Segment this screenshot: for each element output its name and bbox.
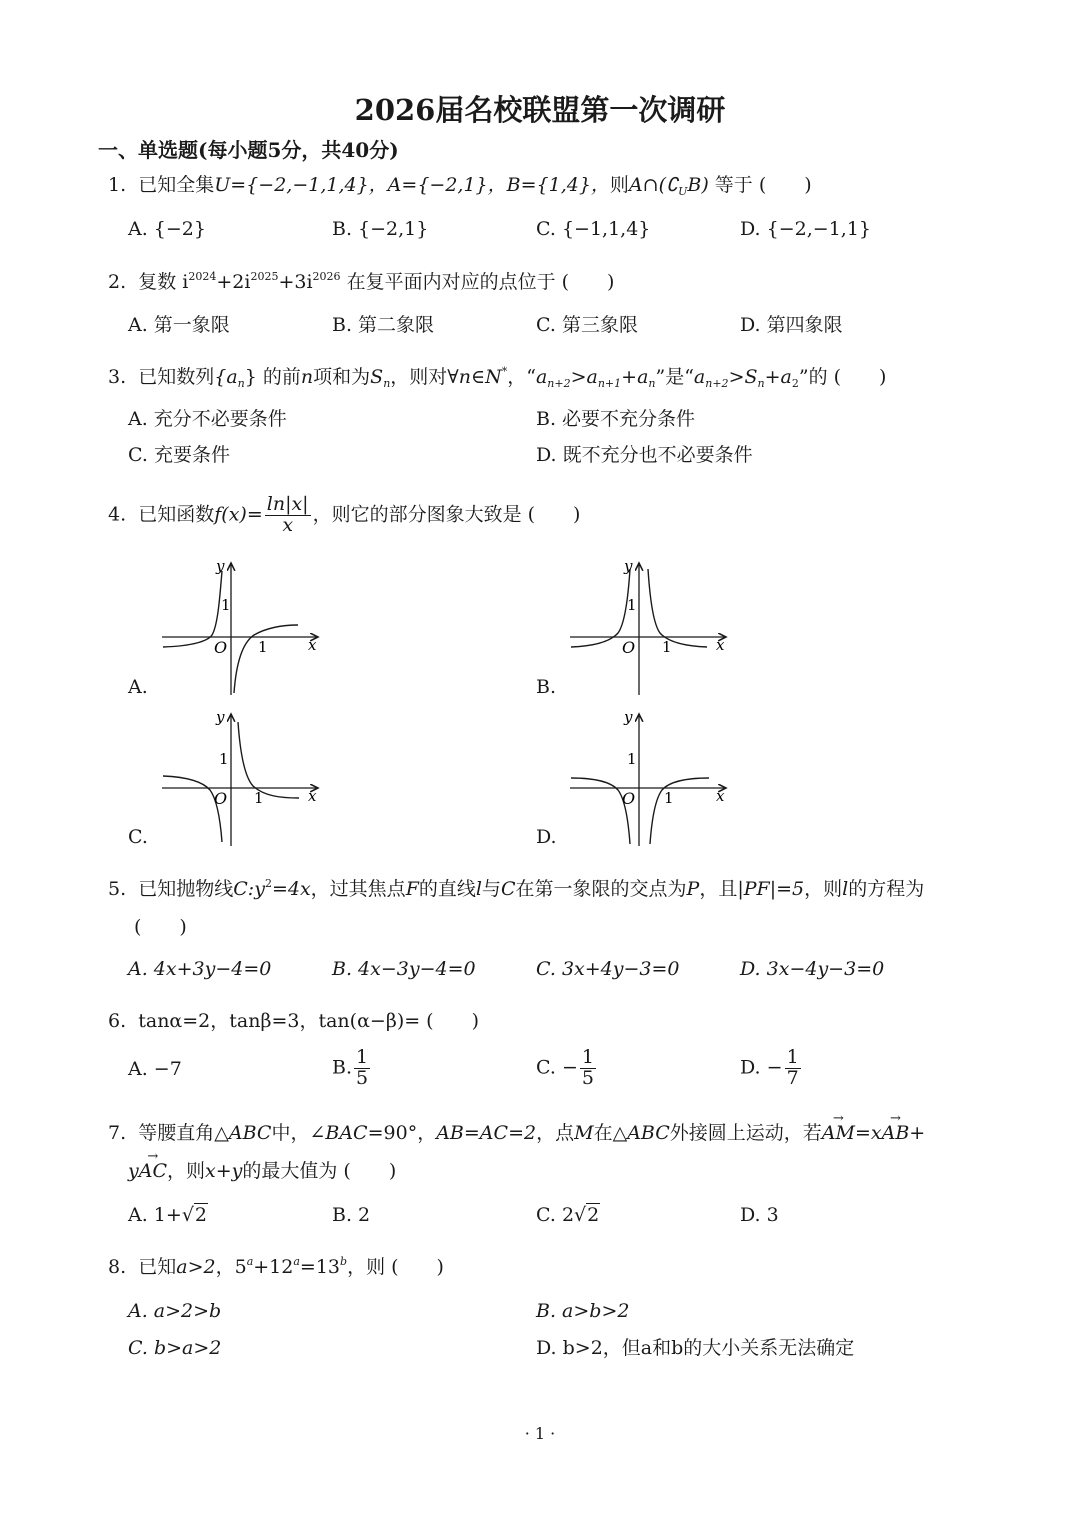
curve-left-branch [571, 569, 630, 647]
question-7-option-b[interactable]: B. 2 [332, 1204, 371, 1226]
y-axis-label: y [624, 557, 633, 575]
question-7-option-c[interactable]: C. 2√2 [536, 1204, 600, 1226]
tick-label-one: 1 [219, 750, 229, 768]
question-3-option-d[interactable]: D. 既不充分也不必要条件 [536, 444, 753, 466]
tick-label-one: 1 [627, 750, 637, 768]
curve-right-branch [234, 625, 298, 693]
exam-title: 2026届名校联盟第一次调研 [354, 93, 726, 127]
question-5-answer-bracket: ( ) [134, 916, 187, 938]
curve-right-branch [648, 569, 707, 647]
graph-option-a[interactable] [158, 555, 328, 700]
x-axis-label: x [308, 787, 317, 805]
question-1-option-b[interactable]: B. {−2,1} [332, 218, 429, 240]
question-4-option-a[interactable]: A. [128, 676, 148, 698]
question-8-stem: 8. 已知a>2，$5^a+12^a=13^b$，则 ( ) [108, 1255, 444, 1278]
question-5-option-c[interactable]: C. 3x+4y−3=0 [536, 958, 680, 980]
graph-option-d[interactable] [566, 706, 736, 851]
question-7-option-d[interactable]: D. 3 [740, 1204, 779, 1226]
question-4-option-b[interactable]: B. [536, 676, 557, 698]
tick-label-one: 1 [662, 638, 672, 656]
function-fraction: $\frac{\ln|x|}{x}$ [266, 493, 309, 536]
question-6-option-a[interactable]: A. −7 [128, 1058, 182, 1080]
graph-option-c[interactable] [158, 706, 328, 851]
question-6-stem: 6. tanα=2，tanβ=3，tan(α−β)= ( ) [108, 1010, 480, 1032]
question-2-stem: 2. 复数 $i^{2024}+2i^{2025}+3i^{2026}$ 在复平面内对应的点位于 ( ) [108, 270, 615, 293]
y-axis-label: y [216, 708, 225, 726]
question-6-option-b[interactable]: B. $\frac{1}{5}$ [332, 1046, 369, 1089]
question-6-option-c[interactable]: C. − $\frac{1}{5}$ [536, 1046, 594, 1089]
question-8-option-d[interactable]: D. b>2，但a和b的大小关系无法确定 [536, 1337, 855, 1359]
x-axis-label: x [716, 636, 725, 654]
y-axis-label: y [624, 708, 633, 726]
question-3-option-a[interactable]: A. 充分不必要条件 [128, 408, 287, 430]
question-3-option-c[interactable]: C. 充要条件 [128, 444, 230, 466]
graph-option-b[interactable] [566, 555, 736, 700]
question-1-option-c[interactable]: C. {−1,1,4} [536, 218, 651, 240]
origin-label: O [214, 789, 228, 808]
question-4-option-d[interactable]: D. [536, 826, 557, 848]
x-axis-label: x [308, 636, 317, 654]
question-8-option-b[interactable]: B. a>b>2 [536, 1300, 630, 1322]
question-7-option-a[interactable]: A. 1+√2 [128, 1204, 208, 1226]
origin-label: O [622, 789, 636, 808]
curve-right-branch [238, 722, 299, 798]
question-2-option-d[interactable]: D. 第四象限 [740, 314, 843, 336]
tick-label-one: 1 [664, 789, 674, 807]
section-heading: 一、单选题(每小题5分，共40分) [98, 138, 399, 162]
question-8-option-c[interactable]: C. b>a>2 [128, 1337, 222, 1359]
y-axis-label: y [216, 557, 225, 575]
question-1-stem: 1. 已知全集U={−2,−1,1,4}，A={−2,1}，B={1,4}，则$A\cap(∁_UB)$ 等于 ( ) [108, 174, 812, 198]
question-1-option-d[interactable]: D. {−2,−1,1} [740, 218, 871, 240]
question-3-stem: 3. 已知数列$\{a_n\}$ 的前n项和为$S_n$，则对∀n∈N*，“$a_{n+2}>a_{n+1}+a_n$”是“$a_{n+2}>S_n+a_2$”的 ( ) [108, 365, 887, 390]
curve-left-branch [163, 776, 222, 842]
origin-label: O [622, 638, 636, 657]
tick-label-one: 1 [254, 789, 264, 807]
question-7-stem: 7. 等腰直角△ABC中，∠BAC=90°，AB=AC=2，点M在△ABC外接圆上运动，若→ AM=x→ AB+ [108, 1124, 925, 1143]
origin-label: O [214, 638, 228, 657]
question-6-option-d[interactable]: D. − $\frac{1}{7}$ [740, 1046, 799, 1089]
tick-label-one: 1 [221, 596, 231, 614]
question-3-option-b[interactable]: B. 必要不充分条件 [536, 408, 696, 430]
question-5-option-d[interactable]: D. 3x−4y−3=0 [740, 958, 885, 980]
question-7-stem-continued: y→ AC，则x+y的最大值为 ( ) [128, 1162, 396, 1181]
question-1-option-a[interactable]: A. {−2} [128, 218, 206, 240]
page-number: · 1 · [524, 1424, 556, 1443]
question-2-option-c[interactable]: C. 第三象限 [536, 314, 638, 336]
x-axis-label: x [716, 787, 725, 805]
question-5-stem: 5. 已知抛物线$C:y^2=4x$，过其焦点F的直线l与C在第一象限的交点为P，且|PF|=5，则l的方程为 [108, 877, 925, 900]
tick-label-one: 1 [627, 596, 637, 614]
tick-label-one: 1 [258, 638, 268, 656]
curve-left-branch [163, 571, 222, 647]
question-8-option-a[interactable]: A. a>2>b [128, 1300, 222, 1322]
question-4-stem: 4. 已知函数f(x)= $\frac{\ln|x|}{x}$ ，则它的部分图象大致是 ( ) [108, 493, 581, 536]
question-2-option-b[interactable]: B. 第二象限 [332, 314, 435, 336]
question-5-option-a[interactable]: A. 4x+3y−4=0 [128, 958, 272, 980]
question-5-option-b[interactable]: B. 4x−3y−4=0 [332, 958, 476, 980]
question-2-option-a[interactable]: A. 第一象限 [128, 314, 230, 336]
question-4-option-c[interactable]: C. [128, 826, 148, 848]
